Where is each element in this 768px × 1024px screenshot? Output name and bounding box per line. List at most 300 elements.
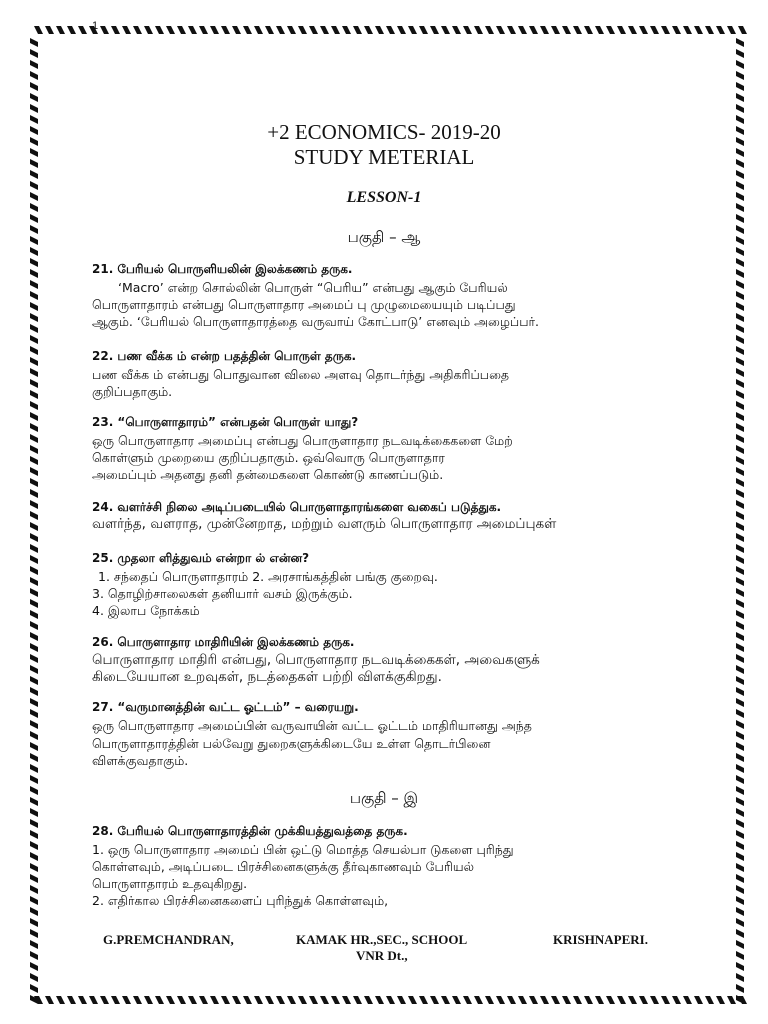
answer-line: கிடையேயான உறவுகள், நடத்தைகள் பற்றி விளக்குகிறது.	[92, 669, 442, 685]
border-mark	[100, 996, 109, 1004]
page-number: 1	[92, 20, 99, 32]
footer-author: G.PREMCHANDRAN,	[103, 932, 234, 947]
border-mark	[628, 26, 637, 34]
border-mark	[221, 996, 230, 1004]
border-mark	[551, 996, 560, 1004]
answer-line: ஒரு பொருளாதார அமைப்பின் வருவாயின் வட்ட ஓட்டம் மாதிரியானது அந்த	[92, 718, 532, 733]
border-mark	[30, 82, 38, 91]
border-mark	[298, 26, 307, 34]
border-mark	[30, 511, 38, 520]
border-mark	[474, 26, 483, 34]
border-mark	[144, 996, 153, 1004]
border-mark	[419, 26, 428, 34]
border-mark	[30, 357, 38, 366]
border-mark	[30, 280, 38, 289]
border-mark	[188, 26, 197, 34]
border-mark	[736, 753, 744, 762]
border-mark	[364, 996, 373, 1004]
document-subtitle: STUDY METERIAL	[293, 145, 475, 169]
border-mark	[736, 720, 744, 729]
border-mark	[30, 632, 38, 641]
border-mark	[221, 26, 230, 34]
border-mark	[736, 665, 744, 674]
border-mark	[736, 445, 744, 454]
border-mark	[736, 467, 744, 476]
border-mark	[375, 996, 384, 1004]
question-28: 28. பேரியல் பொருளாதாரத்தின் முக்கியத்துவத்தை தருக.	[92, 824, 408, 838]
border-mark	[573, 996, 582, 1004]
question-27: 27. “வருமானத்தின் வட்ட ஓட்டம்” – வரையறு.	[92, 700, 359, 714]
border-mark	[617, 996, 626, 1004]
border-mark	[595, 996, 604, 1004]
border-mark	[30, 214, 38, 223]
lesson-heading: LESSON-1	[346, 189, 422, 206]
border-mark	[30, 104, 38, 113]
border-mark	[100, 26, 109, 34]
border-mark	[243, 996, 252, 1004]
border-mark	[736, 280, 744, 289]
border-mark	[694, 996, 703, 1004]
border-mark	[30, 60, 38, 69]
border-mark	[736, 522, 744, 531]
border-mark	[30, 489, 38, 498]
border-mark	[441, 996, 450, 1004]
border-mark	[736, 687, 744, 696]
border-mark	[736, 918, 744, 927]
border-mark	[496, 26, 505, 34]
border-mark	[30, 401, 38, 410]
border-mark	[30, 346, 38, 355]
border-mark	[287, 996, 296, 1004]
border-mark	[30, 962, 38, 971]
border-mark	[364, 26, 373, 34]
border-mark	[736, 698, 744, 707]
border-mark	[736, 291, 744, 300]
question-22: 22. பண வீக்க ம் என்ற பதத்தின் பொருள் தருக.	[92, 349, 357, 363]
border-mark	[30, 742, 38, 751]
border-mark	[78, 26, 87, 34]
answer-line: 4. இலாப நோக்கம்	[92, 603, 200, 618]
border-mark	[584, 996, 593, 1004]
border-mark	[30, 676, 38, 685]
border-mark	[441, 26, 450, 34]
border-mark	[133, 26, 142, 34]
border-mark	[177, 26, 186, 34]
answer-line: ‘Macro’ என்ற சொல்லின் பொருள் “பெரிய” என்பது ஆகும் பேரியல்	[118, 280, 508, 295]
border-mark	[736, 71, 744, 80]
border-mark	[30, 852, 38, 861]
border-mark	[56, 26, 65, 34]
border-mark	[736, 775, 744, 784]
border-mark	[419, 996, 428, 1004]
border-mark	[736, 544, 744, 553]
border-mark	[736, 819, 744, 828]
border-mark	[683, 26, 692, 34]
border-mark	[705, 996, 714, 1004]
border-mark	[736, 489, 744, 498]
border-mark	[672, 26, 681, 34]
answer-line: கொள்ளவும், அடிப்படை பிரச்சினைகளுக்கு தீர்வுகாணவும் பேரியல்	[92, 859, 474, 874]
border-mark	[683, 996, 692, 1004]
border-mark	[595, 26, 604, 34]
border-mark	[276, 996, 285, 1004]
answer-line: 1. சந்தைப் பொருளாதாரம் 2. அரசாங்கத்தின் பங்கு குறைவு.	[98, 569, 438, 584]
question-26: 26. பொருளாதார மாதிரியின் இலக்கணம் தருக.	[92, 635, 355, 649]
answer-line: குறிப்பதாகும்.	[92, 384, 173, 399]
border-mark	[736, 533, 744, 542]
border-mark	[276, 26, 285, 34]
border-mark	[210, 26, 219, 34]
border-mark	[30, 951, 38, 960]
border-mark	[30, 588, 38, 597]
border-mark	[30, 929, 38, 938]
footer-place: KRISHNAPERI.	[553, 932, 648, 947]
border-mark	[736, 401, 744, 410]
border-mark	[705, 26, 714, 34]
answer-line: பொருளாதாரம் என்பது பொருளாதார அமைப் பு முழுமையையும் படிப்பது	[92, 297, 516, 312]
border-mark	[67, 996, 76, 1004]
border-mark	[736, 643, 744, 652]
border-mark	[736, 654, 744, 663]
answer-line: பொருளாதாரம் உதவுகிறது.	[92, 876, 248, 891]
border-mark	[30, 467, 38, 476]
border-mark	[736, 38, 744, 47]
border-mark	[408, 996, 417, 1004]
answer-line: பொருளாதாரத்தின் பல்வேறு துறைகளுக்கிடையே உள்ள தொடர்பினை	[92, 736, 491, 751]
border-mark	[736, 60, 744, 69]
border-mark	[30, 566, 38, 575]
border-mark	[30, 247, 38, 256]
border-mark	[30, 258, 38, 267]
border-mark	[485, 996, 494, 1004]
border-mark	[199, 996, 208, 1004]
question-24: 24. வளர்ச்சி நிலை அடிப்படையில் பொருளாதாரங்களை வகைப் படுத்துக.	[92, 500, 502, 514]
border-mark	[78, 996, 87, 1004]
border-mark	[210, 996, 219, 1004]
border-mark	[30, 984, 38, 993]
border-mark	[661, 26, 670, 34]
border-mark	[430, 26, 439, 34]
border-mark	[34, 26, 43, 34]
border-mark	[736, 500, 744, 509]
border-mark	[529, 26, 538, 34]
border-mark	[463, 26, 472, 34]
border-mark	[30, 434, 38, 443]
border-mark	[736, 764, 744, 773]
border-mark	[342, 26, 351, 34]
border-mark	[736, 929, 744, 938]
border-mark	[30, 324, 38, 333]
border-mark	[30, 335, 38, 344]
border-mark	[265, 996, 274, 1004]
border-mark	[562, 26, 571, 34]
question-23: 23. “பொருளாதாரம்” என்பதன் பொருள் யாது?	[92, 415, 359, 429]
border-mark	[30, 49, 38, 58]
border-mark	[650, 996, 659, 1004]
border-mark	[736, 357, 744, 366]
border-mark	[353, 996, 362, 1004]
border-mark	[243, 26, 252, 34]
answer-line: கொள்ளும் முறையை குறிப்பதாகும். ஒவ்வொரு பொருளாதார	[92, 450, 445, 465]
border-mark	[463, 996, 472, 1004]
border-mark	[736, 390, 744, 399]
border-mark	[30, 808, 38, 817]
border-mark	[716, 26, 725, 34]
border-mark	[166, 26, 175, 34]
border-mark	[736, 566, 744, 575]
border-mark	[736, 511, 744, 520]
answer-line: ஒரு பொருளாதார அமைப்பு என்பது பொருளாதார நடவடிக்கைகளை மேற்	[92, 433, 513, 448]
border-mark	[736, 434, 744, 443]
border-mark	[540, 996, 549, 1004]
border-mark	[650, 26, 659, 34]
border-mark	[30, 302, 38, 311]
border-mark	[736, 313, 744, 322]
border-mark	[30, 599, 38, 608]
border-mark	[736, 962, 744, 971]
border-mark	[30, 687, 38, 696]
border-mark	[736, 379, 744, 388]
border-mark	[736, 830, 744, 839]
border-mark	[736, 841, 744, 850]
answer-line: பொருளாதார மாதிரி என்பது, பொருளாதார நடவடிக்கைகள், அவைகளுக்	[92, 652, 540, 668]
border-mark	[30, 555, 38, 564]
border-mark	[30, 577, 38, 586]
answer-line: அமைப்பும் அதனது தனி தன்மைகளை கொண்டு காணப்படும்.	[92, 467, 444, 482]
border-mark	[30, 654, 38, 663]
border-mark	[89, 996, 98, 1004]
section-heading-aa: பகுதி – ஆ	[347, 228, 421, 246]
border-mark	[122, 996, 131, 1004]
border-mark	[30, 720, 38, 729]
border-mark	[736, 258, 744, 267]
border-mark	[736, 731, 744, 740]
border-mark	[30, 775, 38, 784]
answer-line: விளக்குவதாகும்.	[92, 753, 189, 768]
border-mark	[30, 478, 38, 487]
border-mark	[144, 26, 153, 34]
border-mark	[397, 26, 406, 34]
footer-district: VNR Dt.,	[356, 948, 408, 963]
border-mark	[386, 996, 395, 1004]
border-mark	[408, 26, 417, 34]
border-mark	[232, 996, 241, 1004]
border-mark	[30, 918, 38, 927]
border-mark	[606, 996, 615, 1004]
border-mark	[30, 313, 38, 322]
border-mark	[639, 996, 648, 1004]
border-mark	[30, 423, 38, 432]
border-mark	[736, 456, 744, 465]
border-mark	[309, 26, 318, 34]
border-mark	[265, 26, 274, 34]
border-mark	[30, 830, 38, 839]
border-mark	[507, 996, 516, 1004]
answer-line: பண வீக்க ம் என்பது பொதுவான விலை அளவு தொடர்ந்து அதிகரிப்பதை	[92, 367, 510, 382]
border-mark	[736, 423, 744, 432]
border-mark	[30, 841, 38, 850]
border-mark	[736, 82, 744, 91]
border-mark	[30, 973, 38, 982]
border-mark	[736, 808, 744, 817]
answer-line: ஆகும். ‘பேரியல் பொருளாதாரத்தை வருவாய் கோட்பாடு’ எனவும் அழைப்பர்.	[92, 314, 540, 329]
border-mark	[386, 26, 395, 34]
border-mark	[30, 522, 38, 531]
border-mark	[736, 610, 744, 619]
question-25: 25. முதலா ளித்துவம் என்றா ல் என்ன?	[92, 551, 310, 565]
border-mark	[736, 368, 744, 377]
border-mark	[736, 49, 744, 58]
border-mark	[331, 996, 340, 1004]
border-mark	[551, 26, 560, 34]
section-heading-i: பகுதி – இ	[349, 789, 419, 807]
border-mark	[736, 852, 744, 861]
border-mark	[254, 26, 263, 34]
border-mark	[628, 996, 637, 1004]
border-mark	[518, 26, 527, 34]
border-mark	[30, 269, 38, 278]
border-mark	[30, 170, 38, 179]
border-mark	[188, 996, 197, 1004]
border-mark	[727, 996, 736, 1004]
border-mark	[573, 26, 582, 34]
border-mark	[736, 632, 744, 641]
border-mark	[716, 996, 725, 1004]
border-mark	[736, 588, 744, 597]
border-mark	[309, 996, 318, 1004]
border-mark	[736, 984, 744, 993]
border-mark	[617, 26, 626, 34]
border-mark	[331, 26, 340, 34]
question-21: 21. பேரியல் பொருளியலின் இலக்கணம் தருக.	[92, 262, 353, 276]
border-mark	[736, 555, 744, 564]
border-mark	[30, 621, 38, 630]
border-mark	[736, 885, 744, 894]
border-mark	[30, 533, 38, 542]
border-mark	[30, 643, 38, 652]
border-mark	[30, 445, 38, 454]
border-mark	[30, 456, 38, 465]
border-mark	[67, 26, 76, 34]
border-mark	[30, 379, 38, 388]
border-mark	[529, 996, 538, 1004]
border-mark	[518, 996, 527, 1004]
border-mark	[430, 996, 439, 1004]
border-mark	[639, 26, 648, 34]
border-mark	[30, 500, 38, 509]
border-mark	[736, 302, 744, 311]
border-mark	[736, 599, 744, 608]
border-mark	[661, 996, 670, 1004]
border-mark	[736, 621, 744, 630]
border-mark	[397, 996, 406, 1004]
border-mark	[736, 214, 744, 223]
border-mark	[30, 698, 38, 707]
border-mark	[736, 577, 744, 586]
border-mark	[736, 874, 744, 883]
border-mark	[30, 885, 38, 894]
border-mark	[562, 996, 571, 1004]
border-mark	[584, 26, 593, 34]
border-mark	[30, 71, 38, 80]
border-mark	[254, 996, 263, 1004]
border-mark	[452, 26, 461, 34]
border-mark	[30, 863, 38, 872]
border-mark	[540, 26, 549, 34]
border-mark	[694, 26, 703, 34]
document-title: +2 ECONOMICS- 2019-20	[267, 120, 501, 144]
border-mark	[353, 26, 362, 34]
border-mark	[320, 26, 329, 34]
border-mark	[320, 996, 329, 1004]
border-mark	[111, 996, 120, 1004]
answer-line: வளர்ந்த, வளராத, முன்னேறாத, மற்றும் வளரும் பொருளாதார அமைப்புகள்	[92, 516, 557, 532]
border-mark	[30, 731, 38, 740]
border-mark	[606, 26, 615, 34]
border-mark	[111, 26, 120, 34]
border-mark	[736, 742, 744, 751]
border-mark	[30, 665, 38, 674]
border-mark	[738, 26, 747, 34]
border-mark	[56, 996, 65, 1004]
border-mark	[122, 26, 131, 34]
border-mark	[736, 896, 744, 905]
border-mark	[287, 26, 296, 34]
border-mark	[30, 93, 38, 102]
border-mark	[727, 26, 736, 34]
border-mark	[736, 324, 744, 333]
answer-line: 1. ஒரு பொருளாதார அமைப் பின் ஒட்டு மொத்த செயல்பா டுகளை புரிந்து	[92, 842, 514, 857]
border-mark	[232, 26, 241, 34]
border-mark	[30, 412, 38, 421]
border-mark	[736, 973, 744, 982]
border-mark	[30, 907, 38, 916]
border-mark	[736, 940, 744, 949]
border-mark	[45, 26, 54, 34]
border-mark	[736, 170, 744, 179]
border-mark	[736, 247, 744, 256]
border-mark	[452, 996, 461, 1004]
border-mark	[30, 544, 38, 553]
border-mark	[507, 26, 516, 34]
border-mark	[155, 996, 164, 1004]
border-mark	[736, 951, 744, 960]
border-mark	[736, 412, 744, 421]
border-mark	[474, 996, 483, 1004]
border-mark	[736, 863, 744, 872]
border-mark	[736, 478, 744, 487]
border-mark	[30, 38, 38, 47]
border-mark	[736, 346, 744, 355]
border-mark	[30, 610, 38, 619]
border-mark	[30, 753, 38, 762]
border-mark	[45, 996, 54, 1004]
border-mark	[736, 93, 744, 102]
border-mark	[342, 996, 351, 1004]
border-mark	[30, 764, 38, 773]
border-mark	[298, 996, 307, 1004]
answer-line: 3. தொழிற்சாலைகள் தனியார் வசம் இருக்கும்.	[92, 586, 353, 601]
border-mark	[736, 335, 744, 344]
answer-line: 2. எதிர்கால பிரச்சினைகளைப் புரிந்துக் கொள்ளவும்,	[92, 893, 389, 908]
border-mark	[30, 390, 38, 399]
border-mark	[155, 26, 164, 34]
border-mark	[30, 896, 38, 905]
border-mark	[133, 996, 142, 1004]
border-mark	[375, 26, 384, 34]
border-mark	[30, 819, 38, 828]
border-mark	[30, 940, 38, 949]
